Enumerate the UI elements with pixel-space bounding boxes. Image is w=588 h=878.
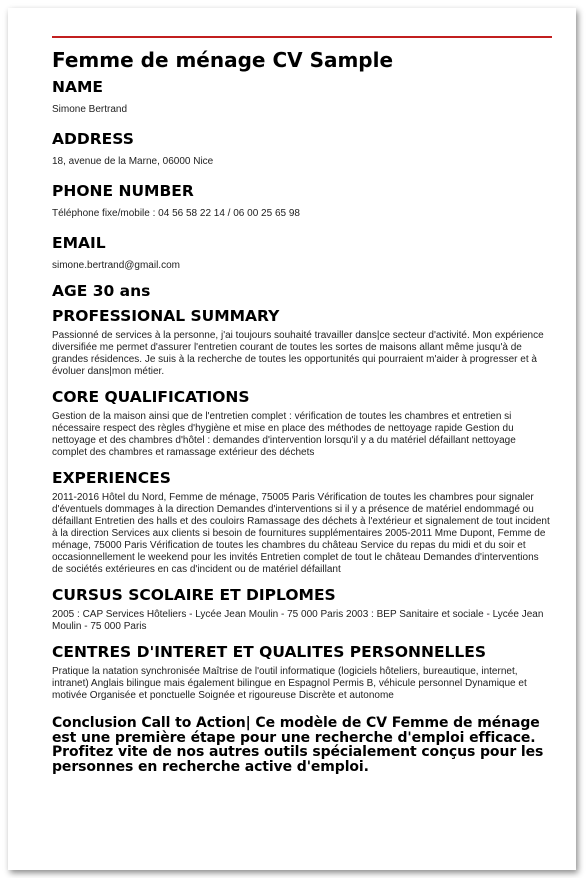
qualifications-heading: CORE QUALIFICATIONS xyxy=(52,388,250,406)
experiences-heading: EXPERIENCES xyxy=(52,469,171,487)
address-text: 18, avenue de la Marne, 06000 Nice xyxy=(52,156,214,167)
interests-heading: CENTRES D'INTERET ET QUALITES PERSONNELLES xyxy=(52,643,487,661)
cv-content xyxy=(52,46,552,774)
education-heading: CURSUS SCOLAIRE ET DIPLOMES xyxy=(52,586,336,604)
phone-heading: PHONE NUMBER xyxy=(52,182,194,200)
conclusion-call-to-action: Conclusion Call to Action| Ce modèle de CV Femme de ménage est une première étape pour une recherche d'emploi efficace. Profitez vite de nos autres outils spécialement conçus pour les personnes en recherche active d'emploi. xyxy=(52,715,544,775)
qualifications-text: Gestion de la maison ainsi que de l'entretien complet : vérification de toutes les chambres et entretien si nécessaire respect des règles d'hygiène et mise en place des méthodes de nettoyage rapide Gestion du nettoyage et des chambres d'hôtel : demandes d'intervention lorsqu'il y a du matériel défaillant nettoyage complet des chambres et ramassage extérieur des déchets xyxy=(52,411,516,458)
age-heading: AGE 30 ans xyxy=(52,282,151,300)
name-text: Simone Bertrand xyxy=(52,104,128,115)
education-text: 2005 : CAP Services Hôteliers - Lycée Jean Moulin - 75 000 Paris 2003 : BEP Sanitaire et sociale - Lycée Jean Moulin - 75 000 Paris xyxy=(52,609,544,632)
address-heading: ADDRESS xyxy=(52,130,134,148)
summary-text: Passionné de services à la personne, j'ai toujours souhaité travailler dans|ce secteur d'activité. Mon expérience diversifiée me permet d'assurer l'entretien courant de toutes les sortes de maisons allant même jusqu'à de grandes résidences. Je suis à la recherche de toutes les opportunités qui pourraient m'aider à progresser et à évoluer dans|mon métier. xyxy=(52,330,544,377)
top-accent-line xyxy=(52,36,552,38)
interests-text: Pratique la natation synchronisée Maîtrise de l'outil informatique (logiciels hôteliers, bureautique, internet, intranet) Anglais bilingue mais également bilingue en Espagnol Permis B, véhicule personnel Dynamique et motivée Organisée et ponctuelle Soignée et rigoureuse Discrète et autonome xyxy=(52,666,527,701)
name-heading: NAME xyxy=(52,78,103,96)
phone-text: Téléphone fixe/mobile : 04 56 58 22 14 / 06 00 25 65 98 xyxy=(52,208,300,219)
summary-heading: PROFESSIONAL SUMMARY xyxy=(52,307,280,325)
email-text: simone.bertrand@gmail.com xyxy=(52,260,180,271)
email-heading: EMAIL xyxy=(52,234,106,252)
cv-page xyxy=(8,8,576,870)
cv-title: Femme de ménage CV Sample xyxy=(52,48,394,72)
experiences-text: 2011-2016 Hôtel du Nord, Femme de ménage, 75005 Paris Vérification de toutes les chambres pour signaler d'éventuels dommages à la direction Demandes d'interventions si il y a présence de matériel endommagé ou défaillant Entretien des halls et des couloirs Ramassage des déchets à l'extérieur et signalement de tout incident à la direction Services aux clients si besoin de fournitures supplémentaires 2005-2011 Mme Dupont, Femme de ménage, 75000 Paris Vérification de toutes les chambres du château Service du repas du midi et du soir et occasionnellement le weekend pour les invités Entretien complet de tout le château Demandes d'interventions de sociétés extérieures en cas d'incident ou de matériel défaillant xyxy=(52,492,550,575)
